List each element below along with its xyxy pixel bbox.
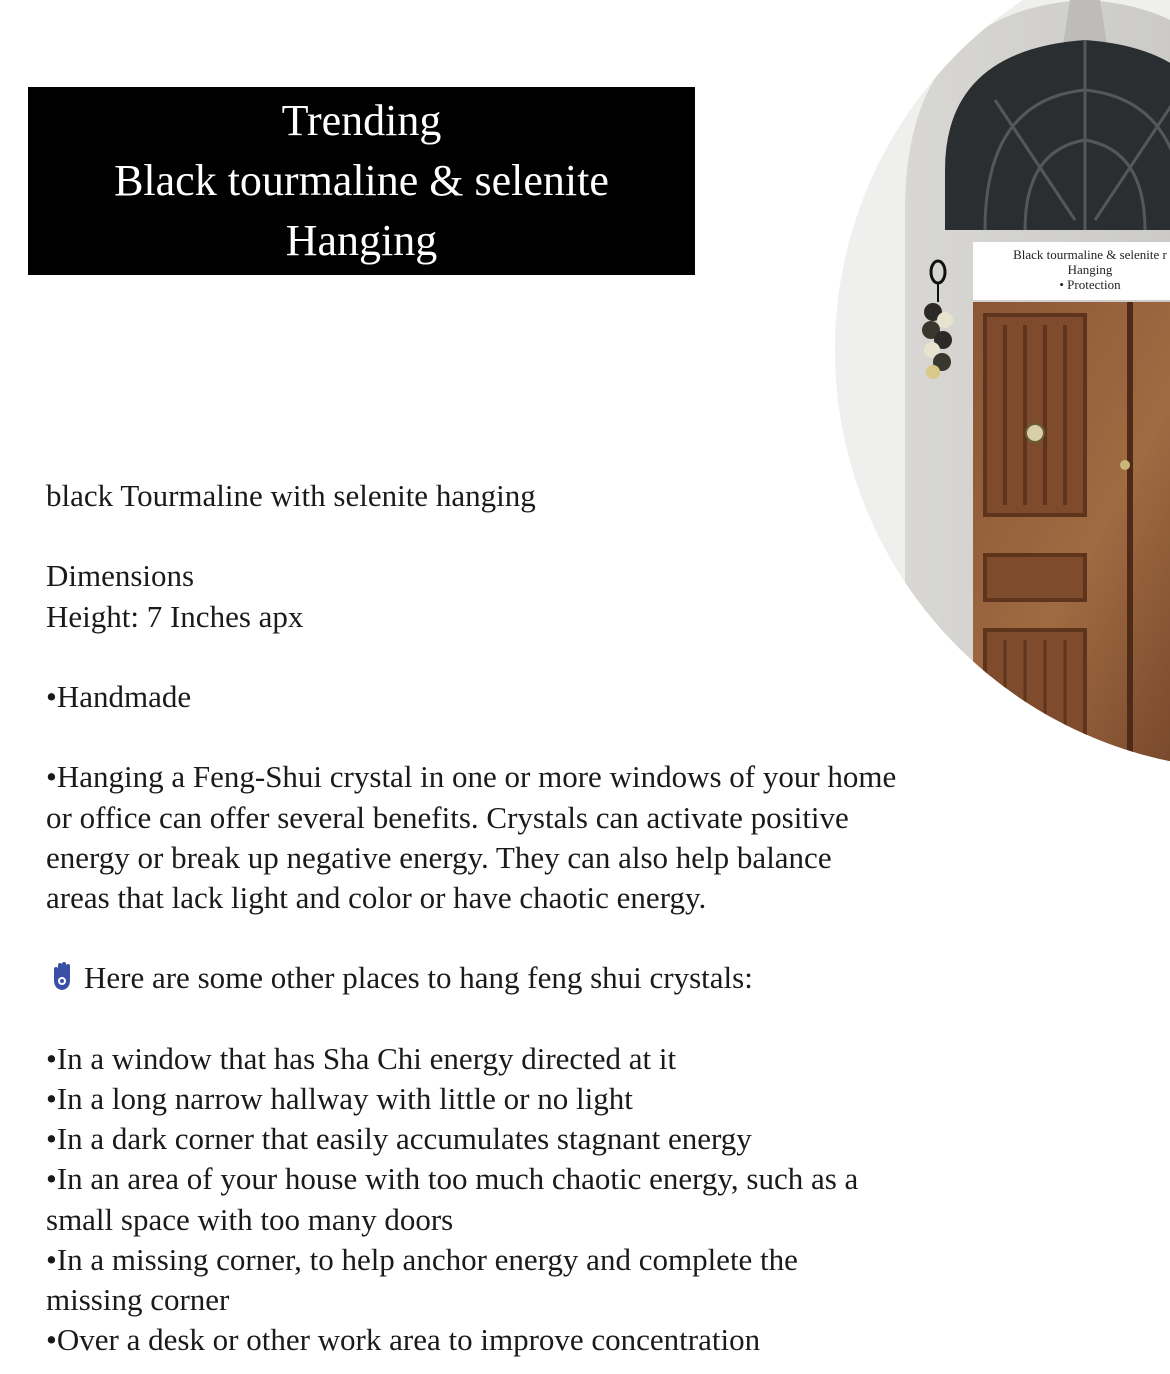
door-label-line2: Hanging [1067, 262, 1113, 277]
benefit-line: energy or break up negative energy. They can also help balance [46, 839, 832, 875]
benefit-line: or office can offer several benefits. Crystals can activate positive [46, 799, 849, 835]
height-line: Height: 7 Inches apx [46, 598, 304, 634]
places-intro-text: Here are some other places to hang feng shui crystals: [84, 960, 753, 996]
places-line: •In a long narrow hallway with little or no light [46, 1080, 633, 1116]
places-intro [46, 958, 1136, 998]
banner-line-hanging: Hanging [285, 216, 438, 265]
benefit-line: •Hanging a Feng-Shui crystal in one or more windows of your home [46, 759, 897, 795]
door-label [975, 247, 1170, 292]
door-label-line1: Black tourmaline & selenite r [1013, 247, 1167, 262]
banner-line-product: Black tourmaline & selenite [114, 156, 609, 205]
places-line: •In a missing corner, to help anchor energy and complete the [46, 1241, 798, 1277]
hamsa-hand-icon [46, 960, 78, 992]
door-label-line3: • Protection [1059, 277, 1121, 292]
places-line: •In a dark corner that easily accumulates stagnant energy [46, 1121, 752, 1157]
places-line: •In a window that has Sha Chi energy directed at it [46, 1040, 677, 1076]
handmade-bullet: •Handmade [46, 678, 192, 714]
title-banner [28, 87, 695, 275]
dimensions-heading: Dimensions [46, 558, 195, 594]
places-line: •Over a desk or other work area to improve concentration [46, 1322, 761, 1358]
benefit-line: areas that lack light and color or have chaotic energy. [46, 879, 707, 915]
description [46, 476, 1136, 1360]
places-line: •In an area of your house with too much chaotic energy, such as a [46, 1161, 859, 1197]
places-line: small space with too many doors [46, 1201, 454, 1237]
intro-line: black Tourmaline with selenite hanging [46, 478, 536, 513]
places-line: missing corner [46, 1281, 230, 1317]
banner-line-trending: Trending [281, 96, 442, 145]
